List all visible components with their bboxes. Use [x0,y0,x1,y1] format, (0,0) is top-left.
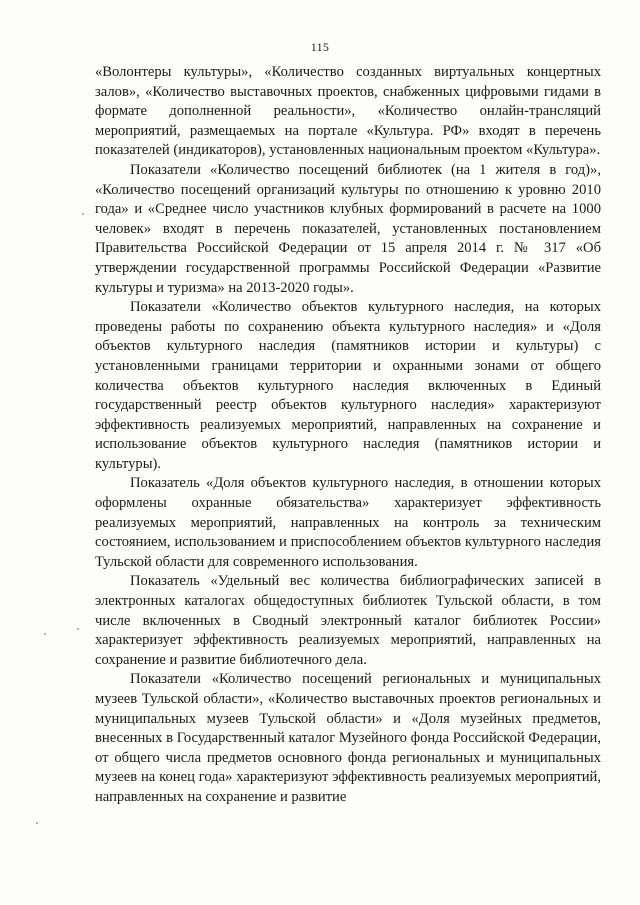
paragraph-bibliographic-records: Показатель «Удельный вес количества библиографических записей в электронных каталогах общедоступных библиотек Тульской области, в том числе включенных в Сводный электронный каталог библиотек России» характеризует эффективность реализуемых мероприятий, направленных на сохранение и развитие библиотечного дела. [95,573,601,668]
page-number: 115 [310,40,330,54]
paragraph-library-indicators: Показатели «Количество посещений библиотек (на 1 жителя в год)», «Количество посещений организаций культуры по отношению к уровню 2010 года» и «Среднее число участников клубных формирований в расчете на 1000 человек» входят в перечень показателей, установленных постановлением Правительства Российской Федерации от 15 апреля 2014 г. № 317 «Об утверждении государственной программы Российской Федерации «Развитие культуры и туризма» на 2013-2020 годы». [95,161,601,296]
paragraph-continuation: «Волонтеры культуры», «Количество созданных виртуальных концертных залов», «Количество выставочных проектов, снабженных цифровыми гидами в формате дополненной реальности», «Количество онлайн-трансляций мероприятий, размещаемых на портале «Культура. РФ» входят в перечень показателей (индикаторов), установленных национальным проектом «Культура». [95,64,601,159]
scan-speck [82,213,84,215]
scan-speck [44,633,46,635]
paragraph-heritage-indicators: Показатели «Количество объектов культурного наследия, на которых проведены работы по сохранению объекта культурного наследия» и «Доля объектов культурного наследия (памятников истории и культуры) с установленными границами территории и охранными зонами от общего количества объектов культурного наследия включенных в Единый государственный реестр объектов культурного наследия» характеризуют эффективность реализуемых мероприятий, направленных на сохранение и использование объектов культурного наследия (памятников истории и культуры). [95,299,601,472]
paragraph-protection-obligations: Показатель «Доля объектов культурного наследия, в отношении которых оформлены охранные обязательства» характеризует эффективность реализуемых мероприятий, направленных на контроль за техническим состоянием, использованием и приспособлением объектов культурного наследия Тульской области для современного использования. [95,475,601,570]
body-text [95,63,601,808]
scan-speck [77,628,79,630]
paragraph-museum-indicators: Показатели «Количество посещений региональных и муниципальных музеев Тульской области», «Количество выставочных проектов региональных и муниципальных музеев Тульской области» и «Доля музейных предметов, внесенных в Государственный каталог Музейного фонда Российской Федерации, от общего числа предметов основного фонда региональных и муниципальных музеев на конец года» характеризуют эффективность реализуемых мероприятий, направленных на сохранение и развитие [95,671,601,805]
scan-speck [36,822,38,824]
